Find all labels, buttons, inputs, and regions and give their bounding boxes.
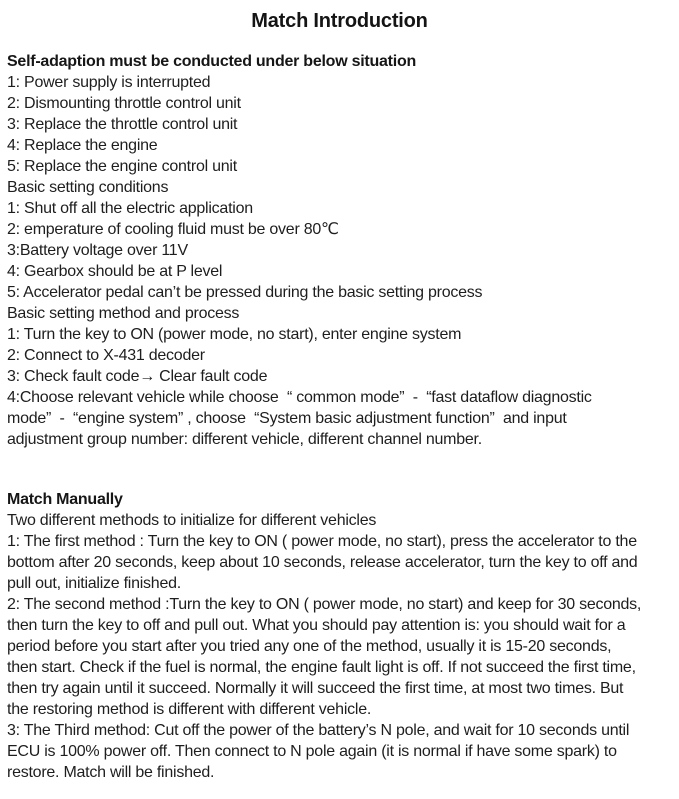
manual-method-line: restore. Match will be finished. xyxy=(7,764,215,781)
situation-line: 1: Power supply is interrupted xyxy=(7,74,211,91)
manual-method-line: then start. Check if the fuel is normal, the engine fault light is off. If not succeed the first time, xyxy=(7,659,636,676)
section-self-adaption xyxy=(7,51,679,450)
manual-intro-line: Two different methods to initialize for different vehicles xyxy=(7,512,377,529)
method-step-line: adjustment group number: different vehicle, different channel number. xyxy=(7,431,482,448)
condition-line: 2: emperature of cooling fluid must be over 80℃ xyxy=(7,221,339,238)
manual-method-line: then turn the key to off and pull out. What you should pay attention is: you should wait for a xyxy=(7,617,626,634)
situation-line: 3: Replace the throttle control unit xyxy=(7,116,238,133)
condition-line: 4: Gearbox should be at P level xyxy=(7,263,223,280)
method-step-line: 2: Connect to X-431 decoder xyxy=(7,347,205,364)
method-step-line: 1: Turn the key to ON (power mode, no start), enter engine system xyxy=(7,326,462,343)
situation-line: 5: Replace the engine control unit xyxy=(7,158,237,175)
situation-line: 4: Replace the engine xyxy=(7,137,158,154)
manual-method-line: bottom after 20 seconds, keep about 10 seconds, release accelerator, turn the key to off and xyxy=(7,554,638,571)
manual-method-line: 2: The second method :Turn the key to ON ( power mode, no start) and keep for 30 seconds, xyxy=(7,596,642,613)
condition-line: 5: Accelerator pedal can’t be pressed during the basic setting process xyxy=(7,284,483,301)
manual-method-line: period before you start after you tried any one of the method, usually it is 15-20 seconds, xyxy=(7,638,612,655)
manual-method-line: 3: The Third method: Cut off the power of the battery’s N pole, and wait for 10 seconds until xyxy=(7,722,630,739)
page-title: Match Introduction xyxy=(251,10,428,32)
method-step-line: mode” - “engine system” , choose “System basic adjustment function” and input xyxy=(7,410,567,427)
manual-method-line: then try again until it succeed. Normally it will succeed the first time, at most two times. But xyxy=(7,680,624,697)
section-match-manually xyxy=(7,489,679,783)
match-manually-heading: Match Manually xyxy=(7,491,123,508)
method-subheading: Basic setting method and process xyxy=(7,305,240,322)
manual-method-line: the restoring method is different with different vehicle. xyxy=(7,701,372,718)
manual-method-line: 1: The first method : Turn the key to ON ( power mode, no start), press the accelerator to the xyxy=(7,533,637,550)
self-adaption-heading: Self-adaption must be conducted under below situation xyxy=(7,53,416,70)
manual-method-line: ECU is 100% power off. Then connect to N pole again (it is normal if have some spark) to xyxy=(7,743,617,760)
conditions-subheading: Basic setting conditions xyxy=(7,179,169,196)
method-step-line: 3: Check fault code→ Clear fault code xyxy=(7,368,268,385)
condition-line: 1: Shut off all the electric application xyxy=(7,200,253,217)
manual-method-line: pull out, initialize finished. xyxy=(7,575,181,592)
method-step-line: 4:Choose relevant vehicle while choose “ common mode” - “fast dataflow diagnostic xyxy=(7,389,592,406)
situation-line: 2: Dismounting throttle control unit xyxy=(7,95,241,112)
condition-line: 3:Battery voltage over 11V xyxy=(7,242,188,259)
